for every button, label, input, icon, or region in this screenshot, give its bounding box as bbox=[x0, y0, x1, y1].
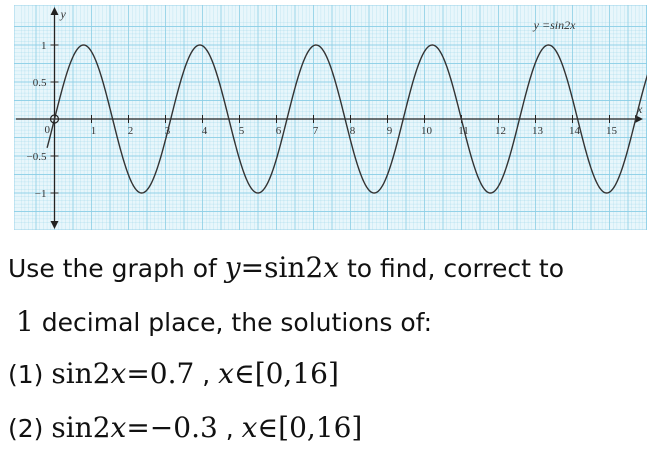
y-tick-label: 0.5 bbox=[32, 77, 47, 89]
x-tick-label: 10 bbox=[421, 125, 432, 137]
question-1-domain-x: x bbox=[218, 357, 234, 390]
x-tick-label: 13 bbox=[532, 125, 543, 137]
question-2-x: x bbox=[110, 411, 127, 444]
y-tick-label: −1 bbox=[34, 188, 47, 200]
graph-panel bbox=[14, 5, 647, 230]
x-tick-label: 11 bbox=[458, 125, 469, 137]
question-2-fn: sin2 bbox=[51, 411, 111, 444]
graph-background bbox=[14, 5, 647, 230]
question-1-fn: sin2 bbox=[51, 357, 111, 390]
x-tick-label: 2 bbox=[127, 125, 134, 137]
instruction-text-a: Use the graph of bbox=[8, 254, 225, 283]
y-tick-label: 1 bbox=[41, 40, 47, 52]
instruction-line-2 bbox=[16, 305, 432, 338]
x-tick-label: 12 bbox=[495, 125, 506, 137]
x-tick-label: 9 bbox=[386, 125, 393, 137]
question-1-domain: ∈[0,16] bbox=[233, 357, 339, 390]
y-tick-label: −0.5 bbox=[26, 151, 47, 163]
equation-x: x bbox=[323, 251, 340, 284]
instruction-text-b: to find, correct to bbox=[339, 254, 564, 283]
sine-graph bbox=[14, 5, 647, 230]
x-tick-label: 6 bbox=[275, 125, 282, 137]
instruction-line-1 bbox=[8, 251, 564, 284]
x-tick-label: 7 bbox=[312, 125, 319, 137]
equation-y: y bbox=[224, 251, 241, 284]
curve-label: y =sin2x bbox=[533, 18, 576, 32]
x-tick-label: 1 bbox=[90, 125, 97, 137]
question-2-rhs: =−0.3 bbox=[126, 411, 218, 444]
instruction-text-c: decimal place, the solutions of: bbox=[33, 308, 433, 337]
x-tick-label: 5 bbox=[238, 125, 245, 137]
origin-label: 0 bbox=[44, 124, 50, 136]
x-tick-label: 14 bbox=[569, 125, 580, 137]
question-1-x: x bbox=[110, 357, 127, 390]
question-2-sep: , bbox=[217, 414, 242, 443]
question-1-sep: , bbox=[194, 360, 219, 389]
question-1 bbox=[8, 357, 339, 390]
y-axis-label: y bbox=[60, 7, 66, 21]
x-axis-label: x bbox=[637, 102, 643, 116]
question-2 bbox=[8, 411, 362, 444]
question-1-rhs: =0.7 bbox=[126, 357, 195, 390]
x-tick-label: 3 bbox=[164, 125, 171, 137]
question-2-label: (2) bbox=[8, 414, 52, 443]
question-2-domain: ∈[0,16] bbox=[257, 411, 363, 444]
equation-sin: =sin2 bbox=[240, 251, 324, 284]
x-tick-label: 4 bbox=[201, 125, 208, 137]
question-2-domain-x: x bbox=[241, 411, 258, 444]
x-tick-label: 8 bbox=[349, 125, 356, 137]
question-1-label: (1) bbox=[8, 360, 52, 389]
decimal-places-number: 1 bbox=[16, 305, 34, 338]
x-tick-label: 15 bbox=[606, 125, 617, 137]
